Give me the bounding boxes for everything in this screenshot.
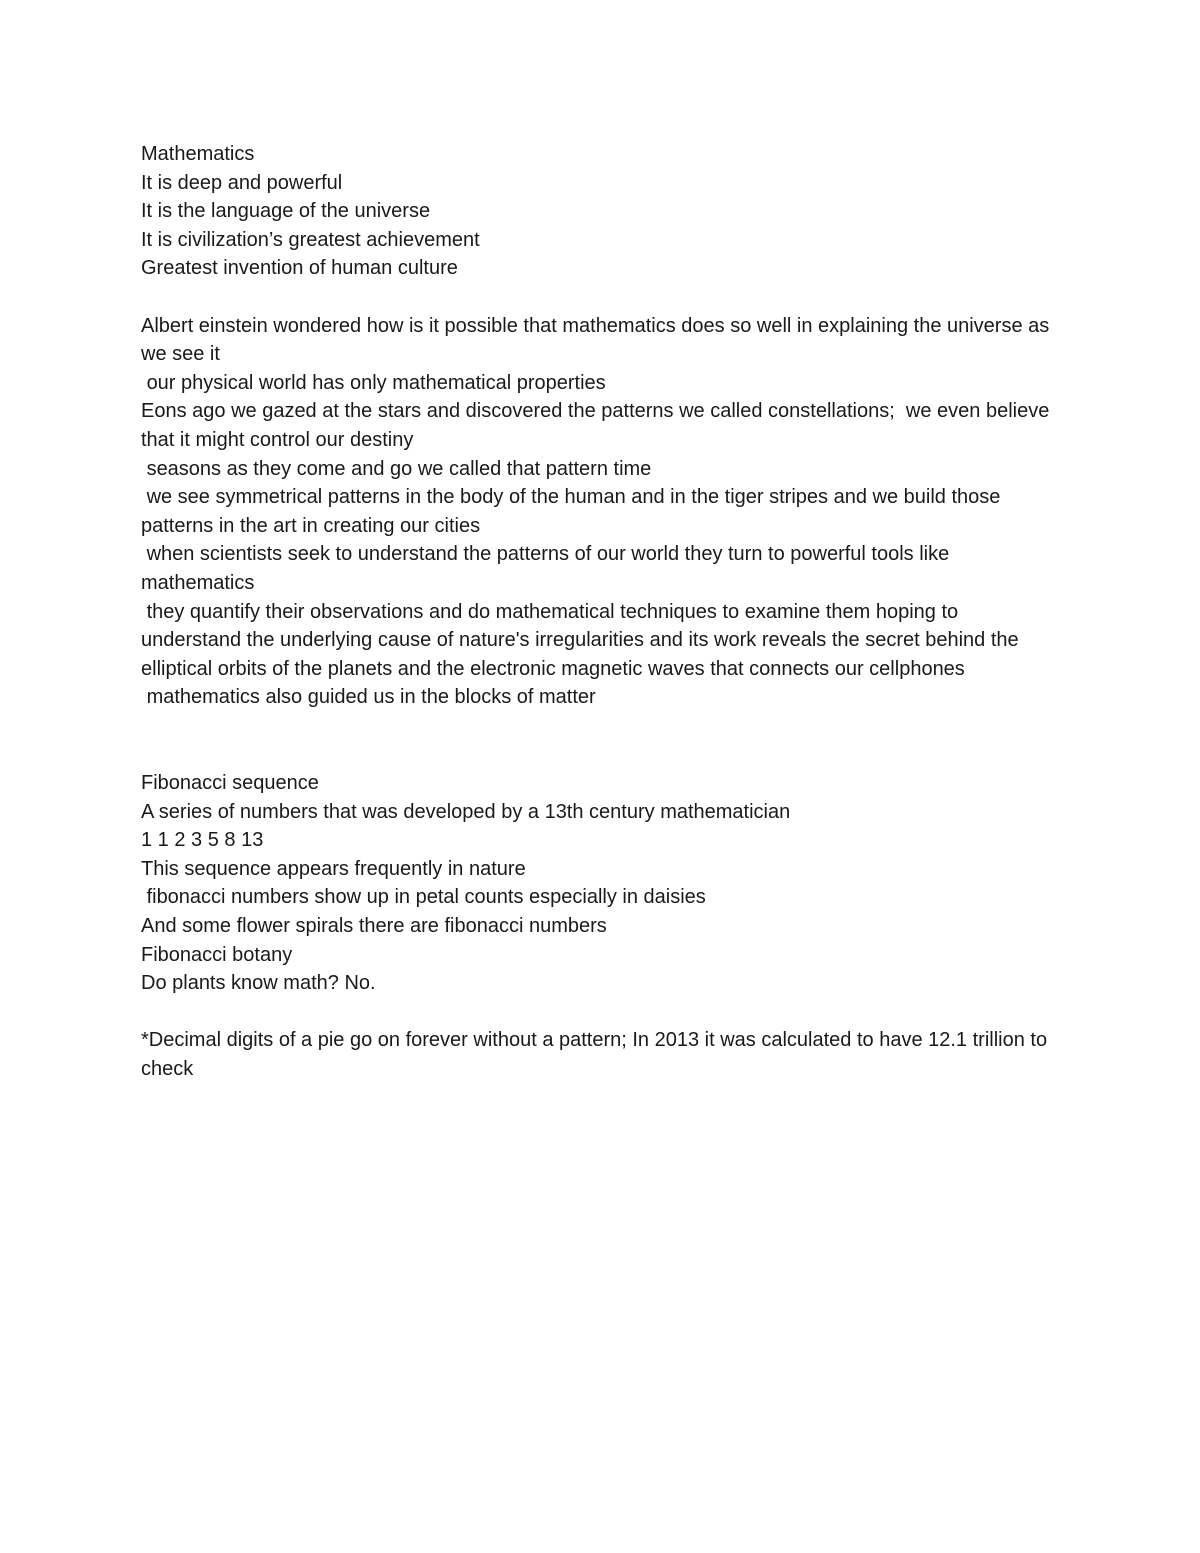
- text-line: A series of numbers that was developed by a 13th century mathematician: [141, 800, 791, 823]
- text-paragraph: they quantify their observations and do mathematical techniques to examine them hoping to understand the underlying cause of nature's irregularities and its work reveals the secret behind the elliptical orbits of the planets and the electronic magnetic waves that connects our cellphones: [141, 600, 1025, 680]
- blank-line: [141, 998, 1061, 1027]
- text-line: And some flower spirals there are fibonacci numbers: [141, 915, 607, 938]
- text-paragraph: when scientists seek to understand the patterns of our world they turn to powerful tools like mathematics: [141, 543, 955, 594]
- text-paragraph: mathematics also guided us in the blocks of matter: [141, 686, 596, 709]
- text-line: fibonacci numbers show up in petal counts especially in daisies: [141, 886, 706, 909]
- text-line: This sequence appears frequently in nature: [141, 857, 526, 880]
- text-line: It is deep and powerful: [141, 171, 343, 194]
- footnote-pi: *Decimal digits of a pie go on forever without a pattern; In 2013 it was calculated to have 12.1 trillion to check: [141, 1029, 1053, 1080]
- section-heading-mathematics: Mathematics: [141, 143, 255, 165]
- text-paragraph: Eons ago we gazed at the stars and discovered the patterns we called constellations; we even believe that it might control our destiny: [141, 400, 1055, 451]
- document-body: [141, 140, 1061, 1084]
- text-line: Do plants know math? No.: [141, 972, 376, 995]
- text-line: It is civilization’s greatest achievement: [141, 228, 480, 251]
- text-paragraph: we see symmetrical patterns in the body of the human and in the tiger stripes and we build those patterns in the art in creating our cities: [141, 486, 1006, 537]
- blank-lines: [141, 712, 1061, 769]
- text-line: It is the language of the universe: [141, 200, 431, 223]
- text-line: Fibonacci botany: [141, 943, 293, 966]
- section-heading-fibonacci: Fibonacci sequence: [141, 772, 319, 795]
- text-paragraph: our physical world has only mathematical properties: [141, 371, 606, 394]
- text-line: 1 1 2 3 5 8 13: [141, 829, 264, 852]
- text-paragraph: Albert einstein wondered how is it possible that mathematics does so well in explaining the universe as we see it: [141, 314, 1055, 366]
- text-line: Greatest invention of human culture: [141, 257, 458, 280]
- text-paragraph: seasons as they come and go we called that pattern time: [141, 457, 652, 480]
- blank-line: [141, 283, 1061, 312]
